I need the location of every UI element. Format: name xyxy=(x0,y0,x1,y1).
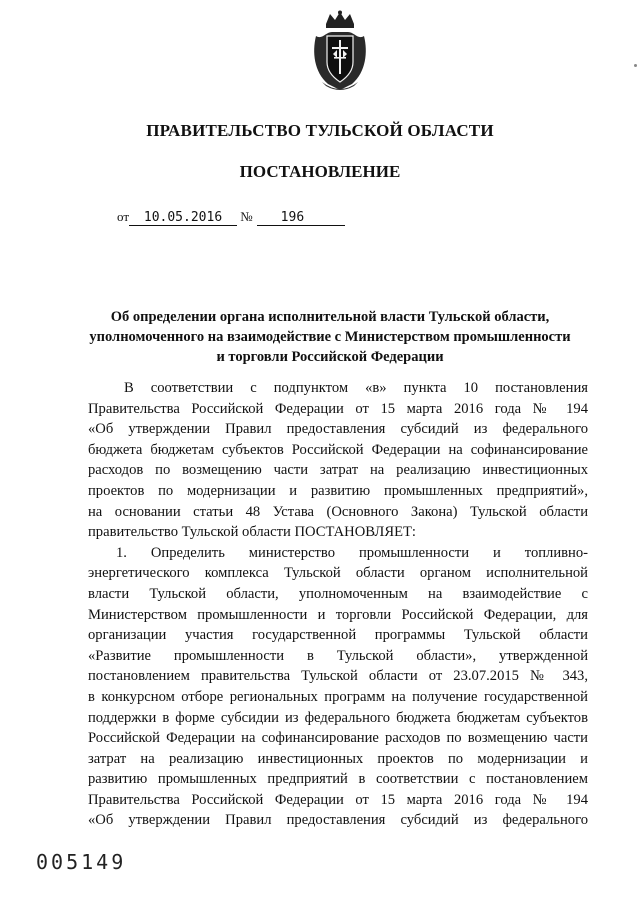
document-body xyxy=(88,378,588,831)
body-line: бюджета бюджетам субъектов Российской Федерации на софинансирование xyxy=(88,441,588,458)
body-line: 1. Определить министерство промышленности и топливно- xyxy=(116,544,588,561)
document-type: ПОСТАНОВЛЕНИЕ xyxy=(239,162,401,181)
document-number: 196 xyxy=(257,210,345,226)
date-label: от xyxy=(117,209,130,224)
document-heading xyxy=(60,307,600,367)
registration-line xyxy=(117,209,345,226)
heading-line: Об определении органа исполнительной власти Тульской области, xyxy=(110,309,550,325)
body-line: развитию промышленных предприятий в соответствии с постановлением xyxy=(88,771,588,788)
body-line: поддержки в форме субсидии из федерального бюджета бюджетам субъектов xyxy=(88,709,588,726)
body-line: Министерством промышленности и торговли Российской Федерации, для xyxy=(88,606,588,623)
body-line: Правительства Российской Федерации от 15 марта 2016 года № 194 xyxy=(88,791,588,808)
body-line: «Об утверждении Правил предоставления субсидий из федерального xyxy=(88,812,588,829)
heading-line: уполномоченного на взаимодействие с Министерством промышленности xyxy=(89,329,571,345)
body-line: «Развитие промышленности в Тульской области», утвержденной xyxy=(88,647,588,664)
government-title: ПРАВИТЕЛЬСТВО ТУЛЬСКОЙ ОБЛАСТИ xyxy=(146,121,494,140)
body-line: на основании статьи 48 Устава (Основного Закона) Тульской области xyxy=(88,503,588,520)
body-line: в конкурсном отборе региональных программ на получение государственной xyxy=(88,688,588,705)
body-line: власти Тульской области, уполномоченным на взаимодействие с xyxy=(88,585,588,602)
body-line: «Об утверждении Правил предоставления субсидий из федерального xyxy=(88,421,588,438)
heading-line: и торговли Российской Федерации xyxy=(216,349,444,365)
coat-of-arms-icon xyxy=(308,10,372,92)
body-line: затрат на реализацию инвестиционных проектов по модернизации и xyxy=(88,750,588,767)
body-line: постановлением правительства Тульской области от 23.07.2015 № 343, xyxy=(88,668,588,685)
serial-stamp-number: 005149 xyxy=(36,850,127,874)
scan-artifact-dot xyxy=(634,64,637,67)
number-label: № xyxy=(240,209,253,224)
body-line: правительство Тульской области ПОСТАНОВЛЯЕТ: xyxy=(88,524,416,541)
body-line: Российской Федерации на софинансирование расходов по возмещению части xyxy=(88,730,588,747)
body-line: проектов по модернизации и развитию промышленных предприятий», xyxy=(88,482,588,499)
body-line: энергетического комплекса Тульской области органом исполнительной xyxy=(88,565,588,582)
body-line: расходов по возмещению части затрат на реализацию инвестиционных xyxy=(88,462,588,479)
document-date: 10.05.2016 xyxy=(129,210,237,226)
body-line: В соответствии с подпунктом «в» пункта 10 постановления xyxy=(124,380,588,396)
body-line: организации участия государственной программы Тульской области xyxy=(88,627,588,644)
body-line: Правительства Российской Федерации от 15 марта 2016 года № 194 xyxy=(88,400,588,417)
